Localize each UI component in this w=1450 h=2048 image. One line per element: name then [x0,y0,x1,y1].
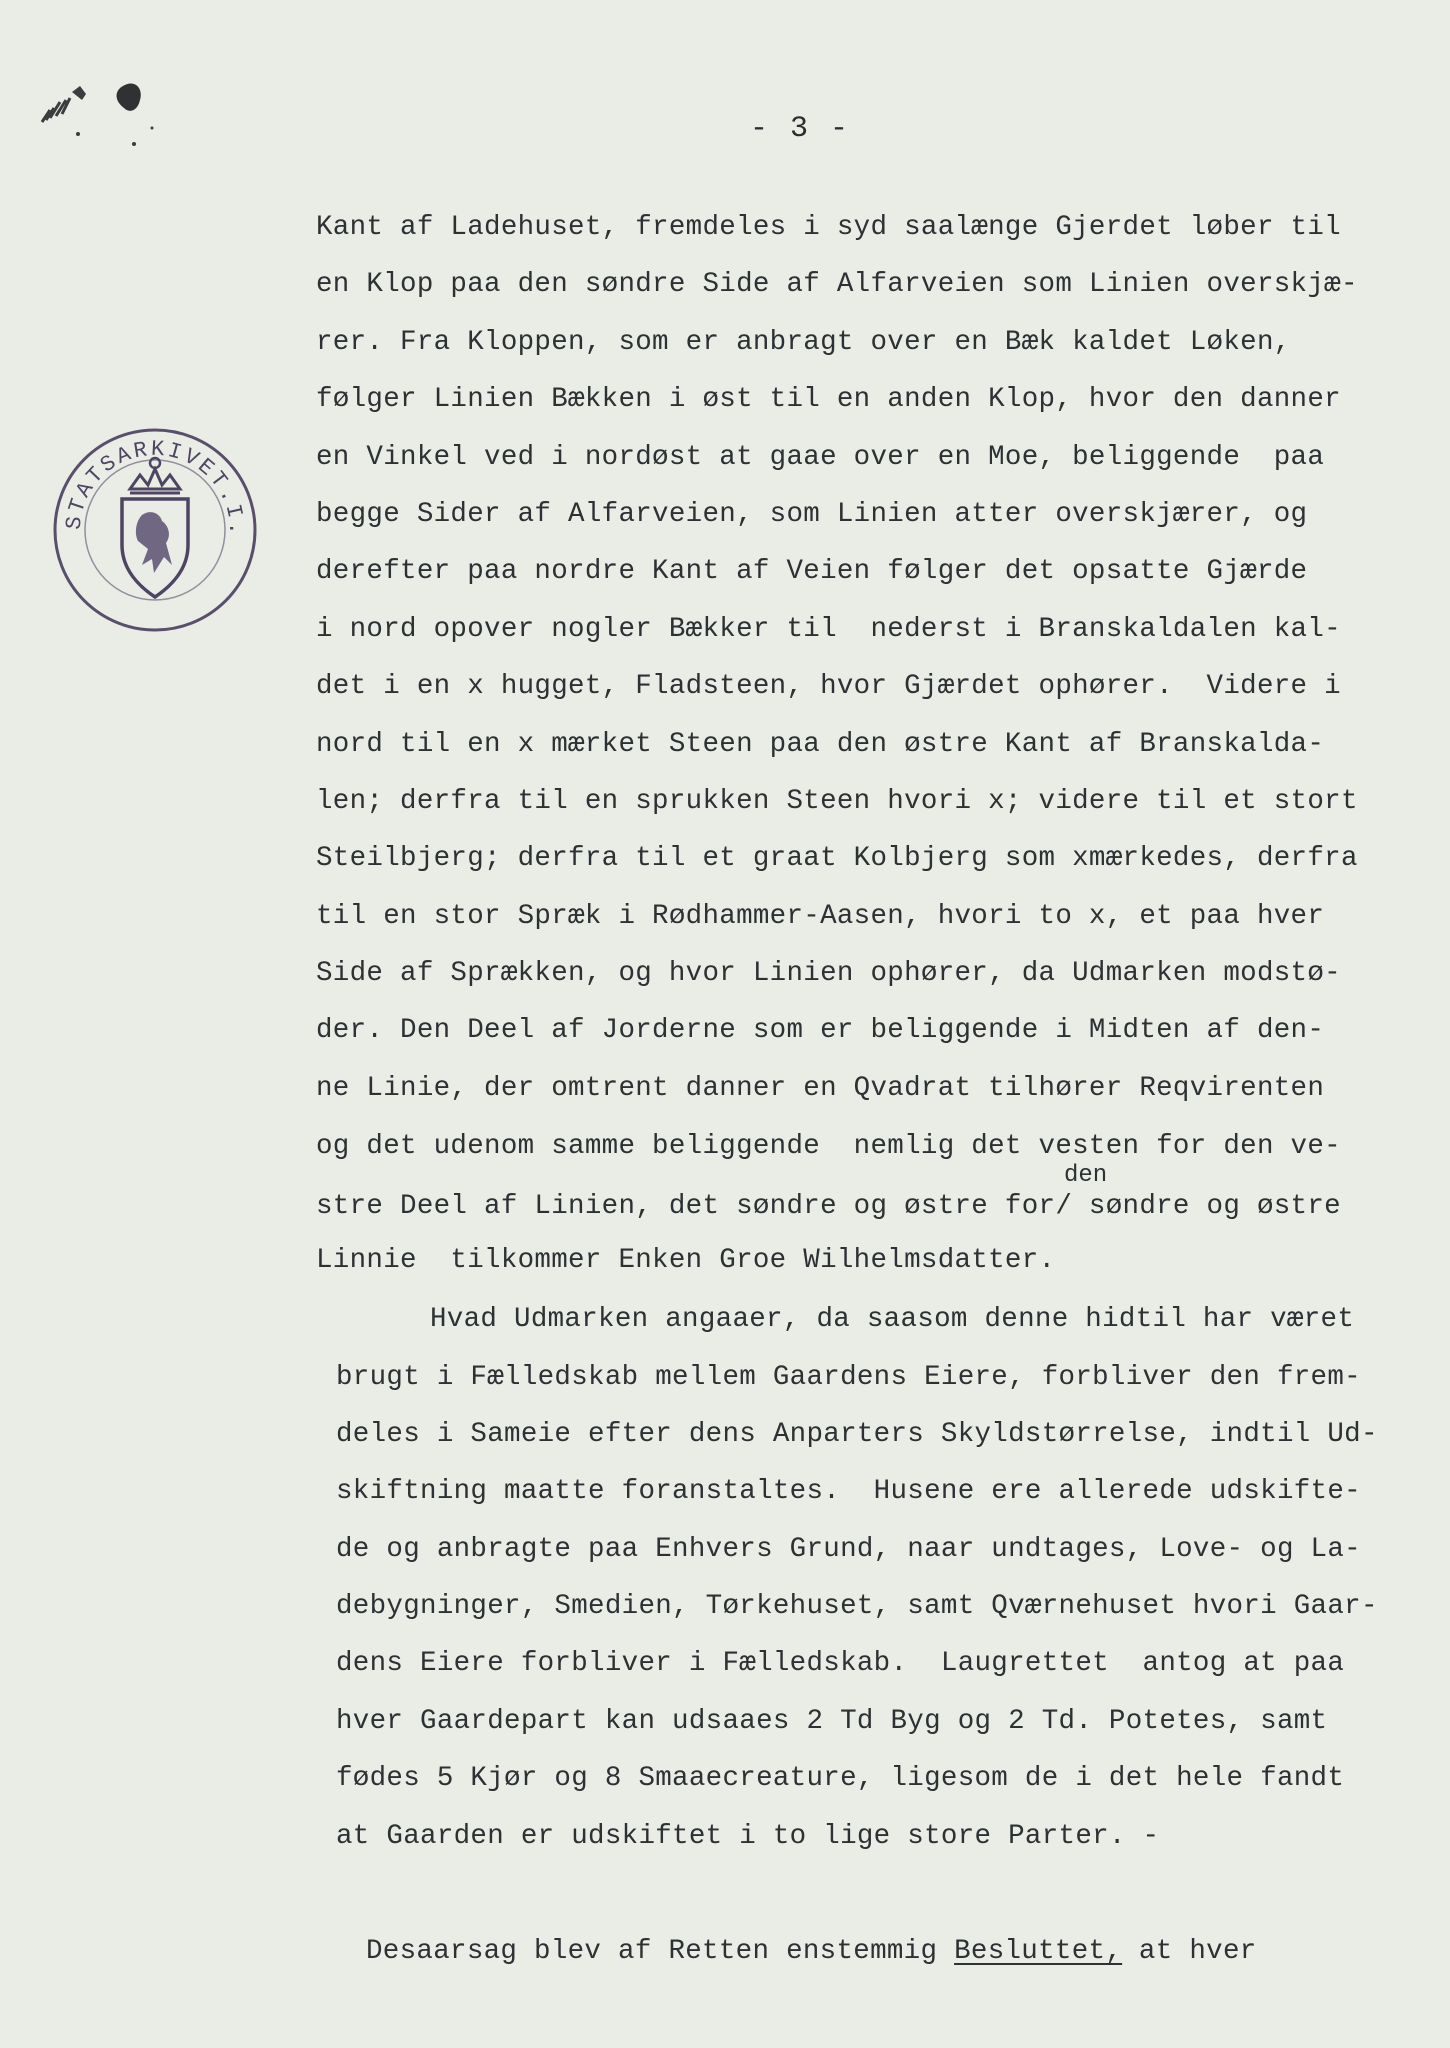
text-line: til en stor Spræk i Rødhammer-Aasen, hvori to x, et paa hver [316,901,1325,932]
text-segment: Desaarsag blev af Retten enstemmig [366,1936,955,1967]
text-segment: at hver [1122,1936,1257,1967]
text-line: len; derfra til en sprukken Steen hvori x; videre til et stort [316,786,1358,817]
text-line: dens Eiere forbliver i Fælledskab. Laugrettet antog at paa [336,1648,1345,1679]
text-line: begge Sider af Alfarveien, som Linien atter overskjærer, og [316,499,1308,530]
text-line: Linnie tilkommer Enken Groe Wilhelmsdatter. [316,1245,1056,1276]
text-line: debygninger, Smedien, Tørkehuset, samt Qværnehuset hvori Gaar- [336,1591,1378,1622]
text-line: Kant af Ladehuset, fremdeles i syd saalænge Gjerdet løber til [316,212,1341,243]
text-line: rer. Fra Kloppen, som er anbragt over en Bæk kaldet Løken, [316,327,1291,358]
text-line: en Klop paa den søndre Side af Alfarveien som Linien overskjæ- [316,269,1358,300]
text-line: Hvad Udmarken angaaer, da saasom denne hidtil har været [430,1304,1355,1335]
text-line: en Vinkel ved i nordøst at gaae over en Moe, beliggende paa [316,442,1325,473]
text-line: i nord opover nogler Bækker til nederst i Branskaldalen kal- [316,614,1341,645]
handwritten-insertion: den [1064,1162,1108,1189]
text-line: Side af Sprækken, og hvor Linien ophører, da Udmarken modstø- [316,958,1341,989]
text-line: de og anbragte paa Enhvers Grund, naar undtages, Love- og La- [336,1534,1361,1565]
text-line: skiftning maatte foranstaltes. Husene ere allerede udskifte- [336,1476,1361,1507]
stamp-text: STATSARKIVET.I. [61,436,249,538]
text-line: der. Den Deel af Jorderne som er beliggende i Midten af den- [316,1015,1325,1046]
text-line: ne Linie, der omtrent danner en Qvadrat tilhører Reqvirenten [316,1073,1325,1104]
text-line: derefter paa nordre Kant af Veien følger det opsatte Gjærde [316,556,1308,587]
text-line: hver Gaardepart kan udsaaes 2 Td Byg og 2 Td. Potetes, samt [336,1706,1328,1737]
text-line: følger Linien Bækken i øst til en anden Klop, hvor den danner [316,384,1341,415]
text-line-last [366,1935,1257,1969]
text-line: deles i Sameie efter dens Anparters Skyldstørrelse, indtil Ud- [336,1419,1378,1450]
text-line: stre Deel af Linien, det søndre og østre for/ søndre og østre [316,1191,1341,1222]
text-line: og det udenom samme beliggende nemlig det vesten for den ve- [316,1131,1341,1162]
text-line: det i en x hugget, Fladsteen, hvor Gjærdet ophører. Videre i [316,671,1341,702]
text-line: Steilbjerg; derfra til et graat Kolbjerg som xmærkedes, derfra [316,843,1358,874]
page-number: - 3 - [750,112,851,146]
underlined-word: Besluttet, [954,1936,1123,1967]
text-line: nord til en x mærket Steen paa den østre Kant af Branskalda- [316,729,1325,760]
text-line: brugt i Fælledskab mellem Gaardens Eiere, forbliver den frem- [336,1362,1361,1393]
text-line: fødes 5 Kjør og 8 Smaaecreature, ligesom de i det hele fandt [336,1763,1345,1794]
text-line: at Gaarden er udskiftet i to lige store Parter. - [336,1821,1160,1852]
